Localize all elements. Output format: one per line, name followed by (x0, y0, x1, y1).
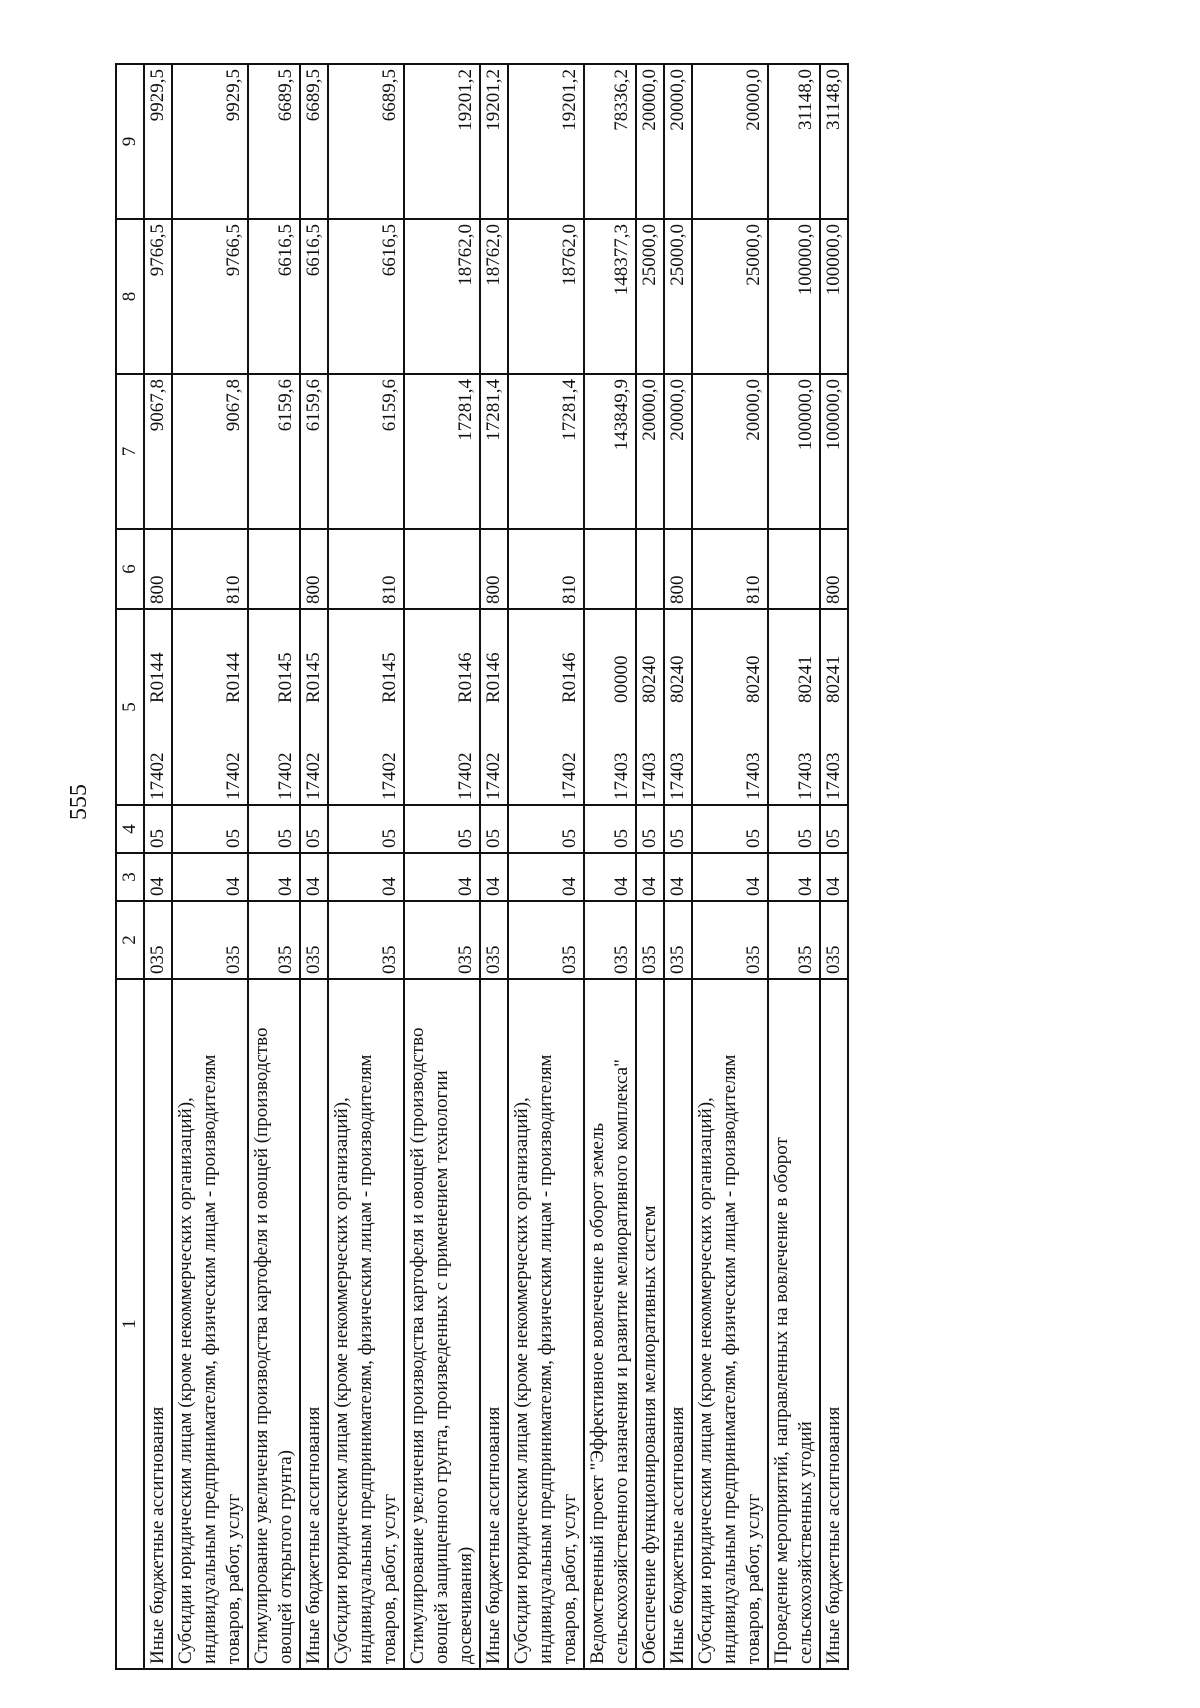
row-code-5b: R0144 (172, 609, 248, 707)
row-value-8: 148377,3 (584, 219, 636, 374)
row-code-5a: 17402 (172, 707, 248, 805)
row-code-5b: 80241 (820, 609, 848, 707)
row-code-3: 04 (248, 853, 300, 901)
budget-table (115, 63, 849, 1670)
row-code-5a: 17403 (768, 707, 820, 805)
table-row (480, 64, 508, 1669)
row-code-4: 05 (820, 805, 848, 853)
row-code-5b: 80241 (768, 609, 820, 707)
row-code-4: 05 (508, 805, 584, 853)
row-code-3: 04 (404, 853, 480, 901)
row-code-5a: 17403 (820, 707, 848, 805)
row-code-6: 810 (172, 529, 248, 609)
row-code-5a: 17403 (664, 707, 692, 805)
row-value-7: 143849,9 (584, 374, 636, 529)
row-name: Субсидии юридическим лицам (кроме некоммерческих организаций), индивидуальным предпринимателям, физическим лицам - производителям товаров, работ, услуг (508, 979, 584, 1669)
row-code-5a: 17403 (692, 707, 768, 805)
header-col-5: 5 (116, 609, 144, 805)
row-value-8: 9766,5 (144, 219, 172, 374)
row-code-6 (404, 529, 480, 609)
row-value-9: 6689,5 (300, 64, 328, 219)
row-code-3: 04 (144, 853, 172, 901)
row-code-4: 05 (144, 805, 172, 853)
table-row (328, 64, 404, 1669)
row-code-2: 035 (480, 901, 508, 979)
row-value-9: 9929,5 (144, 64, 172, 219)
row-code-5b: R0145 (300, 609, 328, 707)
row-code-4: 05 (692, 805, 768, 853)
row-code-3: 04 (664, 853, 692, 901)
row-name: Иные бюджетные ассигнования (820, 979, 848, 1669)
row-code-3: 04 (636, 853, 664, 901)
row-value-7: 9067,8 (172, 374, 248, 529)
row-code-6: 800 (664, 529, 692, 609)
row-value-9: 6689,5 (328, 64, 404, 219)
row-code-4: 05 (636, 805, 664, 853)
row-code-4: 05 (480, 805, 508, 853)
row-code-5a: 17402 (404, 707, 480, 805)
row-code-6: 810 (692, 529, 768, 609)
row-name: Стимулирование увеличения производства картофеля и овощей (производство овощей открытого грунта) (248, 979, 300, 1669)
row-value-9: 19201,2 (404, 64, 480, 219)
row-code-3: 04 (172, 853, 248, 901)
header-col-1: 1 (116, 979, 144, 1669)
row-name: Иные бюджетные ассигнования (144, 979, 172, 1669)
table-row (144, 64, 172, 1669)
table-row (636, 64, 664, 1669)
row-value-8: 25000,0 (664, 219, 692, 374)
row-code-3: 04 (300, 853, 328, 901)
row-value-7: 20000,0 (692, 374, 768, 529)
header-col-6: 6 (116, 529, 144, 609)
table-row (664, 64, 692, 1669)
table-row (584, 64, 636, 1669)
table-row (404, 64, 480, 1669)
row-code-5b: R0146 (480, 609, 508, 707)
row-code-6: 810 (508, 529, 584, 609)
row-value-7: 20000,0 (636, 374, 664, 529)
row-code-2: 035 (636, 901, 664, 979)
row-code-5b: 80240 (692, 609, 768, 707)
row-code-5b: 00000 (584, 609, 636, 707)
row-code-5b: R0144 (144, 609, 172, 707)
row-code-5b: 80240 (664, 609, 692, 707)
row-value-8: 9766,5 (172, 219, 248, 374)
header-col-3: 3 (116, 853, 144, 901)
row-value-8: 18762,0 (404, 219, 480, 374)
row-value-8: 18762,0 (508, 219, 584, 374)
row-value-7: 9067,8 (144, 374, 172, 529)
row-name: Субсидии юридическим лицам (кроме некоммерческих организаций), индивидуальным предпринимателям, физическим лицам - производителям товаров, работ, услуг (328, 979, 404, 1669)
row-code-6: 800 (480, 529, 508, 609)
header-col-2: 2 (116, 901, 144, 979)
row-name: Проведение мероприятий, направленных на вовлечение в оборот сельскохозяйственных угодий (768, 979, 820, 1669)
row-name: Ведомственный проект "Эффективное вовлечение в оборот земель сельскохозяйственного назначения и развитие мелиоративного комплекса" (584, 979, 636, 1669)
header-col-9: 9 (116, 64, 144, 219)
row-value-8: 6616,5 (328, 219, 404, 374)
table-body (144, 64, 848, 1669)
row-code-2: 035 (664, 901, 692, 979)
table-row (300, 64, 328, 1669)
row-code-4: 05 (172, 805, 248, 853)
row-code-4: 05 (664, 805, 692, 853)
row-value-9: 78336,2 (584, 64, 636, 219)
row-code-6: 800 (820, 529, 848, 609)
row-value-8: 100000,0 (768, 219, 820, 374)
row-code-5b: R0146 (508, 609, 584, 707)
row-code-2: 035 (404, 901, 480, 979)
header-col-8: 8 (116, 219, 144, 374)
row-code-5a: 17403 (584, 707, 636, 805)
row-value-9: 19201,2 (508, 64, 584, 219)
row-value-9: 6689,5 (248, 64, 300, 219)
header-col-7: 7 (116, 374, 144, 529)
row-value-7: 6159,6 (300, 374, 328, 529)
row-code-2: 035 (172, 901, 248, 979)
row-value-7: 6159,6 (248, 374, 300, 529)
row-code-3: 04 (692, 853, 768, 901)
row-value-8: 25000,0 (692, 219, 768, 374)
row-name: Иные бюджетные ассигнования (300, 979, 328, 1669)
row-code-4: 05 (768, 805, 820, 853)
row-name: Стимулирование увеличения производства картофеля и овощей (производство овощей защищенного грунта, произведенных с применением технологии досвечивания) (404, 979, 480, 1669)
row-code-5b: R0145 (328, 609, 404, 707)
row-value-9: 20000,0 (692, 64, 768, 219)
row-code-4: 05 (584, 805, 636, 853)
row-code-2: 035 (820, 901, 848, 979)
budget-table-container (115, 65, 1055, 1670)
row-code-2: 035 (248, 901, 300, 979)
table-header-row (116, 64, 144, 1669)
row-name: Иные бюджетные ассигнования (480, 979, 508, 1669)
header-col-4: 4 (116, 805, 144, 853)
row-code-4: 05 (404, 805, 480, 853)
table-row (508, 64, 584, 1669)
row-code-5a: 17403 (636, 707, 664, 805)
row-code-5a: 17402 (144, 707, 172, 805)
row-code-6: 800 (300, 529, 328, 609)
row-code-2: 035 (768, 901, 820, 979)
row-value-8: 18762,0 (480, 219, 508, 374)
row-code-3: 04 (768, 853, 820, 901)
row-code-6 (248, 529, 300, 609)
row-code-5a: 17402 (248, 707, 300, 805)
row-code-2: 035 (300, 901, 328, 979)
row-code-5a: 17402 (328, 707, 404, 805)
row-value-7: 100000,0 (768, 374, 820, 529)
row-code-3: 04 (820, 853, 848, 901)
row-code-5b: R0145 (248, 609, 300, 707)
row-value-7: 20000,0 (664, 374, 692, 529)
row-value-7: 17281,4 (404, 374, 480, 529)
row-code-2: 035 (144, 901, 172, 979)
table-row (820, 64, 848, 1669)
row-code-3: 04 (584, 853, 636, 901)
row-code-5b: R0146 (404, 609, 480, 707)
row-value-7: 17281,4 (480, 374, 508, 529)
table-row (768, 64, 820, 1669)
row-code-2: 035 (584, 901, 636, 979)
row-code-5a: 17402 (300, 707, 328, 805)
page-number: 555 (66, 784, 92, 820)
row-value-9: 20000,0 (664, 64, 692, 219)
row-value-9: 31148,0 (820, 64, 848, 219)
table-row (172, 64, 248, 1669)
row-code-4: 05 (248, 805, 300, 853)
row-code-6 (636, 529, 664, 609)
row-code-5a: 17402 (480, 707, 508, 805)
row-code-2: 035 (328, 901, 404, 979)
row-code-2: 035 (692, 901, 768, 979)
row-value-8: 100000,0 (820, 219, 848, 374)
row-code-4: 05 (328, 805, 404, 853)
row-value-9: 19201,2 (480, 64, 508, 219)
row-value-8: 6616,5 (248, 219, 300, 374)
table-row (248, 64, 300, 1669)
row-value-7: 17281,4 (508, 374, 584, 529)
table-row (692, 64, 768, 1669)
row-code-2: 035 (508, 901, 584, 979)
row-code-5a: 17402 (508, 707, 584, 805)
row-code-6 (768, 529, 820, 609)
row-value-7: 6159,6 (328, 374, 404, 529)
row-code-6: 810 (328, 529, 404, 609)
row-name: Субсидии юридическим лицам (кроме некоммерческих организаций), индивидуальным предпринимателям, физическим лицам - производителям товаров, работ, услуг (692, 979, 768, 1669)
row-code-3: 04 (480, 853, 508, 901)
row-value-9: 20000,0 (636, 64, 664, 219)
row-code-6 (584, 529, 636, 609)
row-value-8: 6616,5 (300, 219, 328, 374)
row-code-4: 05 (300, 805, 328, 853)
row-value-8: 25000,0 (636, 219, 664, 374)
row-code-3: 04 (508, 853, 584, 901)
row-code-6: 800 (144, 529, 172, 609)
row-value-9: 9929,5 (172, 64, 248, 219)
row-value-7: 100000,0 (820, 374, 848, 529)
row-name: Субсидии юридическим лицам (кроме некоммерческих организаций), индивидуальным предпринимателям, физическим лицам - производителям товаров, работ, услуг (172, 979, 248, 1669)
row-name: Иные бюджетные ассигнования (664, 979, 692, 1669)
row-value-9: 31148,0 (768, 64, 820, 219)
row-code-5b: 80240 (636, 609, 664, 707)
row-code-3: 04 (328, 853, 404, 901)
row-name: Обеспечение функционирования мелиоративных систем (636, 979, 664, 1669)
